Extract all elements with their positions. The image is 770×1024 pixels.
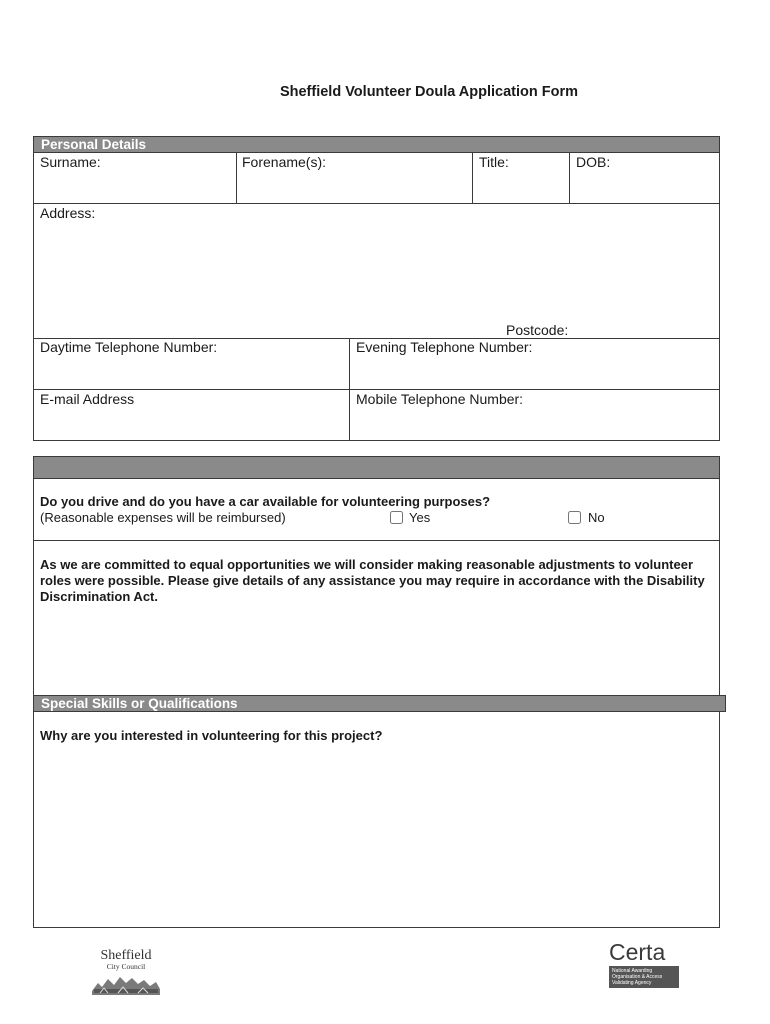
title-input[interactable] bbox=[475, 173, 566, 201]
email-label: E-mail Address bbox=[40, 391, 135, 407]
forename-input[interactable] bbox=[239, 173, 469, 201]
mobile-phone-input[interactable] bbox=[352, 411, 716, 437]
surname-label: Surname: bbox=[40, 154, 101, 170]
assistance-input[interactable] bbox=[36, 608, 716, 692]
dob-label: DOB: bbox=[576, 154, 611, 170]
border-bottom bbox=[33, 440, 720, 441]
divider bbox=[569, 153, 570, 204]
mobile-phone-label: Mobile Telephone Number: bbox=[356, 391, 524, 407]
drive-no-checkbox[interactable] bbox=[568, 511, 581, 524]
form-title: Sheffield Volunteer Doula Application Form bbox=[279, 84, 579, 100]
evening-phone-label: Evening Telephone Number: bbox=[356, 339, 533, 355]
drive-yes-checkbox[interactable] bbox=[390, 511, 403, 524]
interest-input[interactable] bbox=[36, 750, 716, 922]
certa-tagline-1: National Awarding bbox=[612, 968, 653, 974]
certa-tagline bbox=[609, 966, 679, 988]
divider bbox=[236, 153, 237, 204]
certa-tagline-2: Organisation & Access bbox=[612, 974, 663, 980]
title-label: Title: bbox=[479, 154, 509, 170]
equal-opportunities-text: As we are committed to equal opportunities we will consider making reasonable adjustments to volunteer roles were possible. Please give details of any assistance you may require in accordance with the Disability Discrimination Act. bbox=[40, 557, 705, 604]
border-right bbox=[719, 712, 720, 928]
sheffield-city-council-logo bbox=[90, 948, 162, 998]
daytime-phone-input[interactable] bbox=[36, 360, 346, 386]
border-left bbox=[33, 712, 34, 928]
divider bbox=[33, 203, 720, 204]
border-bottom bbox=[33, 927, 720, 928]
drive-no-label: No bbox=[588, 510, 605, 525]
surname-input[interactable] bbox=[36, 173, 233, 201]
border-left bbox=[33, 153, 34, 441]
border-left bbox=[33, 479, 34, 696]
interest-question: Why are you interested in volunteering for this project? bbox=[40, 728, 383, 743]
email-input[interactable] bbox=[36, 411, 346, 437]
special-skills-header: Special Skills or Qualifications bbox=[33, 695, 726, 712]
divider bbox=[472, 153, 473, 204]
sheffield-logo-name: Sheffield bbox=[100, 948, 152, 963]
border-right bbox=[719, 153, 720, 441]
personal-details-header: Personal Details bbox=[33, 136, 720, 153]
sheffield-crest-icon bbox=[90, 971, 162, 997]
certa-logo-name: Certa bbox=[609, 939, 666, 965]
dob-input[interactable] bbox=[572, 173, 717, 201]
forename-label: Forename(s): bbox=[242, 154, 327, 170]
drive-yes-label: Yes bbox=[409, 510, 431, 525]
daytime-phone-label: Daytime Telephone Number: bbox=[40, 339, 218, 355]
border-right bbox=[719, 479, 720, 696]
evening-phone-input[interactable] bbox=[352, 360, 716, 386]
driving-question: Do you drive and do you have a car available for volunteering purposes? bbox=[40, 494, 491, 509]
address-label: Address: bbox=[40, 205, 96, 221]
certa-tagline-3: Validating Agency bbox=[612, 980, 652, 986]
postcode-label: Postcode: bbox=[506, 322, 569, 338]
sheffield-logo-sub: City Council bbox=[106, 962, 146, 971]
certa-logo bbox=[609, 940, 679, 994]
divider bbox=[33, 540, 720, 541]
address-input[interactable] bbox=[36, 224, 716, 320]
divider bbox=[33, 389, 720, 390]
expenses-note: (Reasonable expenses will be reimbursed) bbox=[40, 510, 286, 525]
section-header-blank bbox=[33, 456, 720, 479]
